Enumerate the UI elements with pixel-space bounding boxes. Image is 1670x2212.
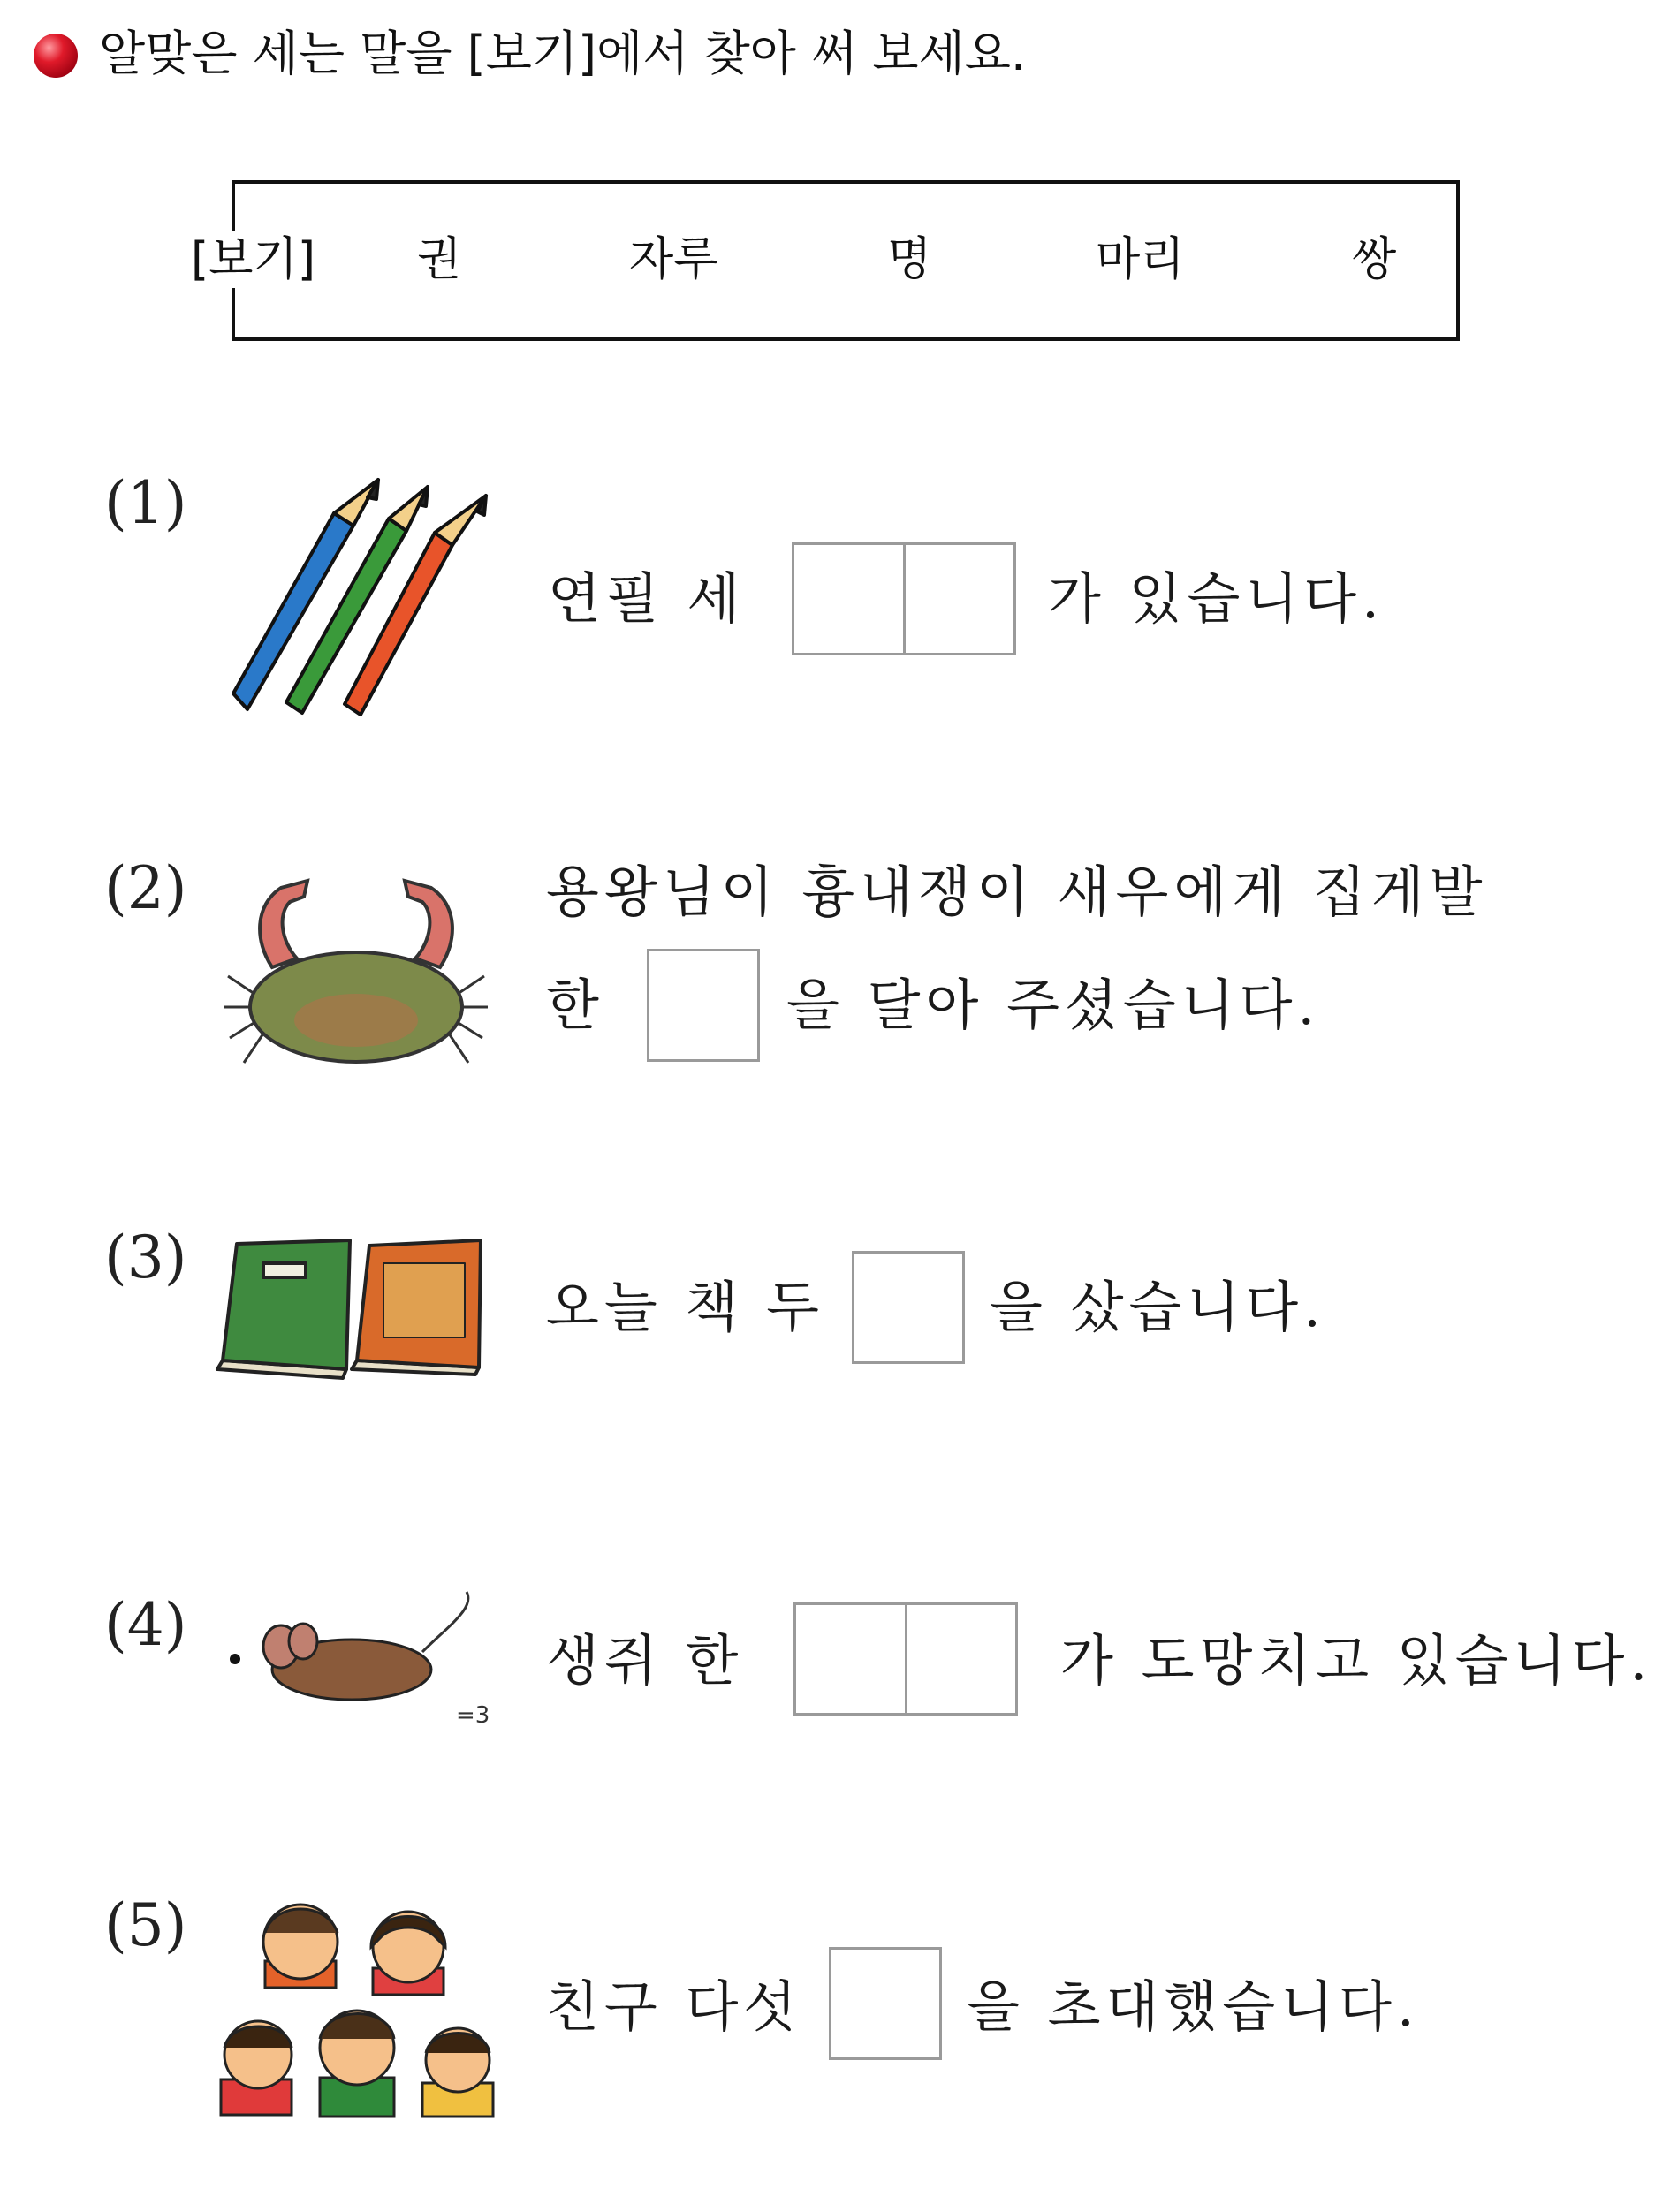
- crab-icon: [219, 861, 493, 1073]
- question-number: (1): [104, 469, 187, 537]
- answer-box[interactable]: [792, 542, 1016, 655]
- cell-divider: [903, 545, 906, 653]
- sentence-after: 가 있습니다.: [1048, 566, 1385, 631]
- answer-box[interactable]: [852, 1251, 965, 1364]
- answer-box[interactable]: [647, 949, 760, 1062]
- colored-pencils-icon: [221, 473, 504, 720]
- sentence-after: 을 달아 주셨습니다.: [786, 973, 1321, 1037]
- sentence-before: 생쥐 한: [546, 1628, 744, 1693]
- instruction-text: 알맞은 세는 말을 [보기]에서 찾아 써 보세요.: [99, 26, 1027, 81]
- sentence-before: 연필 세: [548, 566, 746, 631]
- question-number: (3): [104, 1223, 187, 1292]
- sentence-before: 한: [546, 973, 604, 1037]
- running-mouse-icon: [219, 1590, 511, 1731]
- sentence-after: 가 도망치고 있습니다.: [1060, 1628, 1653, 1693]
- sentence-line: 용왕님이 흉내쟁이 새우에게 집게발: [546, 860, 1488, 924]
- svg-text:=3: =3: [456, 1702, 490, 1729]
- question-number: (2): [104, 854, 187, 922]
- example-word-myeong: 명: [887, 233, 932, 286]
- sentence-after: 을 샀습니다.: [990, 1275, 1326, 1339]
- question-number: (5): [104, 1891, 187, 1959]
- example-label: [보기]: [186, 231, 321, 288]
- children-icon: [221, 1898, 504, 2118]
- question-number: (4): [104, 1591, 187, 1659]
- sentence-before: 오늘 책 두: [546, 1275, 824, 1339]
- example-word-gwon: 권: [417, 233, 462, 286]
- answer-box[interactable]: [793, 1602, 1018, 1716]
- example-box: [232, 180, 1460, 341]
- books-icon: [210, 1237, 484, 1387]
- sentence-after: 을 초대했습니다.: [967, 1974, 1420, 2039]
- example-word-mari: 마리: [1096, 233, 1185, 286]
- answer-box[interactable]: [829, 1947, 942, 2060]
- example-word-jaru: 자루: [629, 233, 718, 286]
- red-ball-bullet-icon: [34, 34, 78, 78]
- example-word-ssang: 쌍: [1352, 233, 1397, 286]
- sentence-before: 친구 다섯: [546, 1974, 802, 2039]
- cell-divider: [905, 1605, 907, 1713]
